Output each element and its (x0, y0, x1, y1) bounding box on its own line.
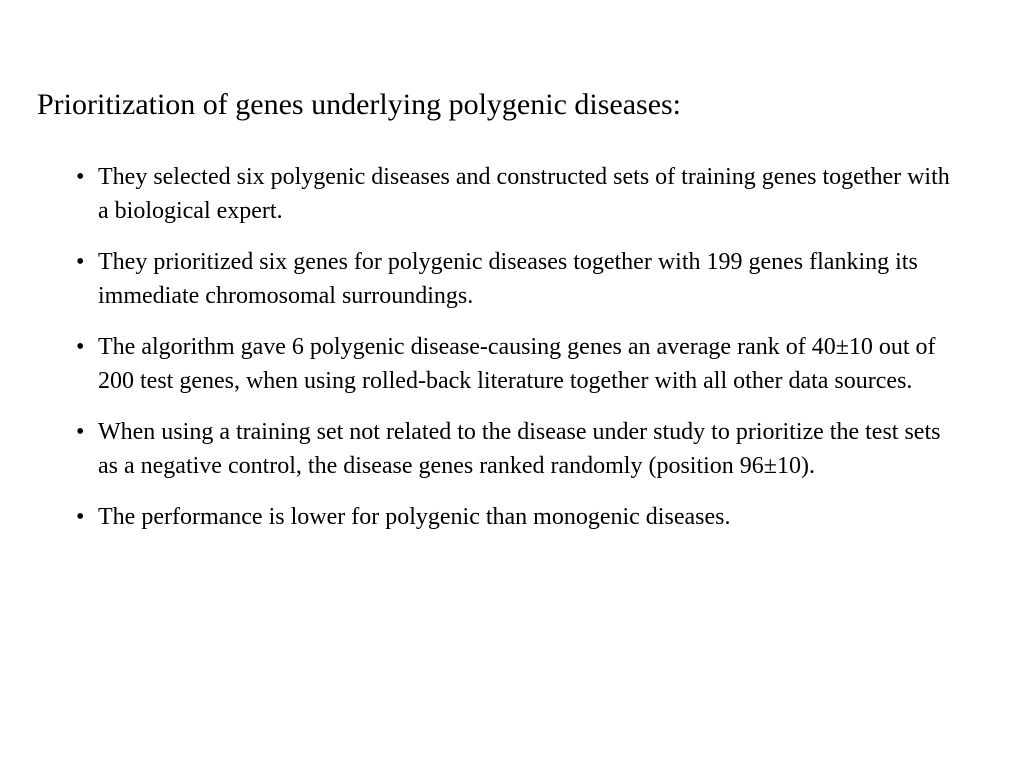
bullet-item (76, 500, 966, 534)
bullet-item (76, 330, 966, 398)
bullet-text: The algorithm gave 6 polygenic disease-causing genes an average rank of 40±10 out of 200 test genes, when using rolled-back literature together with all other data sources. (98, 334, 936, 394)
bullet-text: They selected six polygenic diseases and constructed sets of training genes together with a biological expert. (98, 164, 950, 224)
bullet-icon: • (76, 419, 85, 445)
bullet-icon: • (76, 334, 85, 360)
bullet-text: When using a training set not related to the disease under study to prioritize the test sets as a negative control, the disease genes ranked randomly (position 96±10). (98, 419, 941, 479)
bullet-icon: • (76, 164, 85, 190)
bullet-item (76, 160, 966, 228)
bullet-text: The performance is lower for polygenic than monogenic diseases. (98, 504, 731, 530)
bullet-item (76, 245, 966, 313)
bullet-item (76, 415, 966, 483)
bullet-text: They prioritized six genes for polygenic diseases together with 199 genes flanking its immediate chromosomal surroundings. (98, 249, 918, 309)
bullet-list (76, 160, 966, 551)
slide-title: Prioritization of genes underlying polygenic diseases: (37, 88, 682, 121)
bullet-icon: • (76, 249, 85, 275)
bullet-icon: • (76, 504, 85, 530)
